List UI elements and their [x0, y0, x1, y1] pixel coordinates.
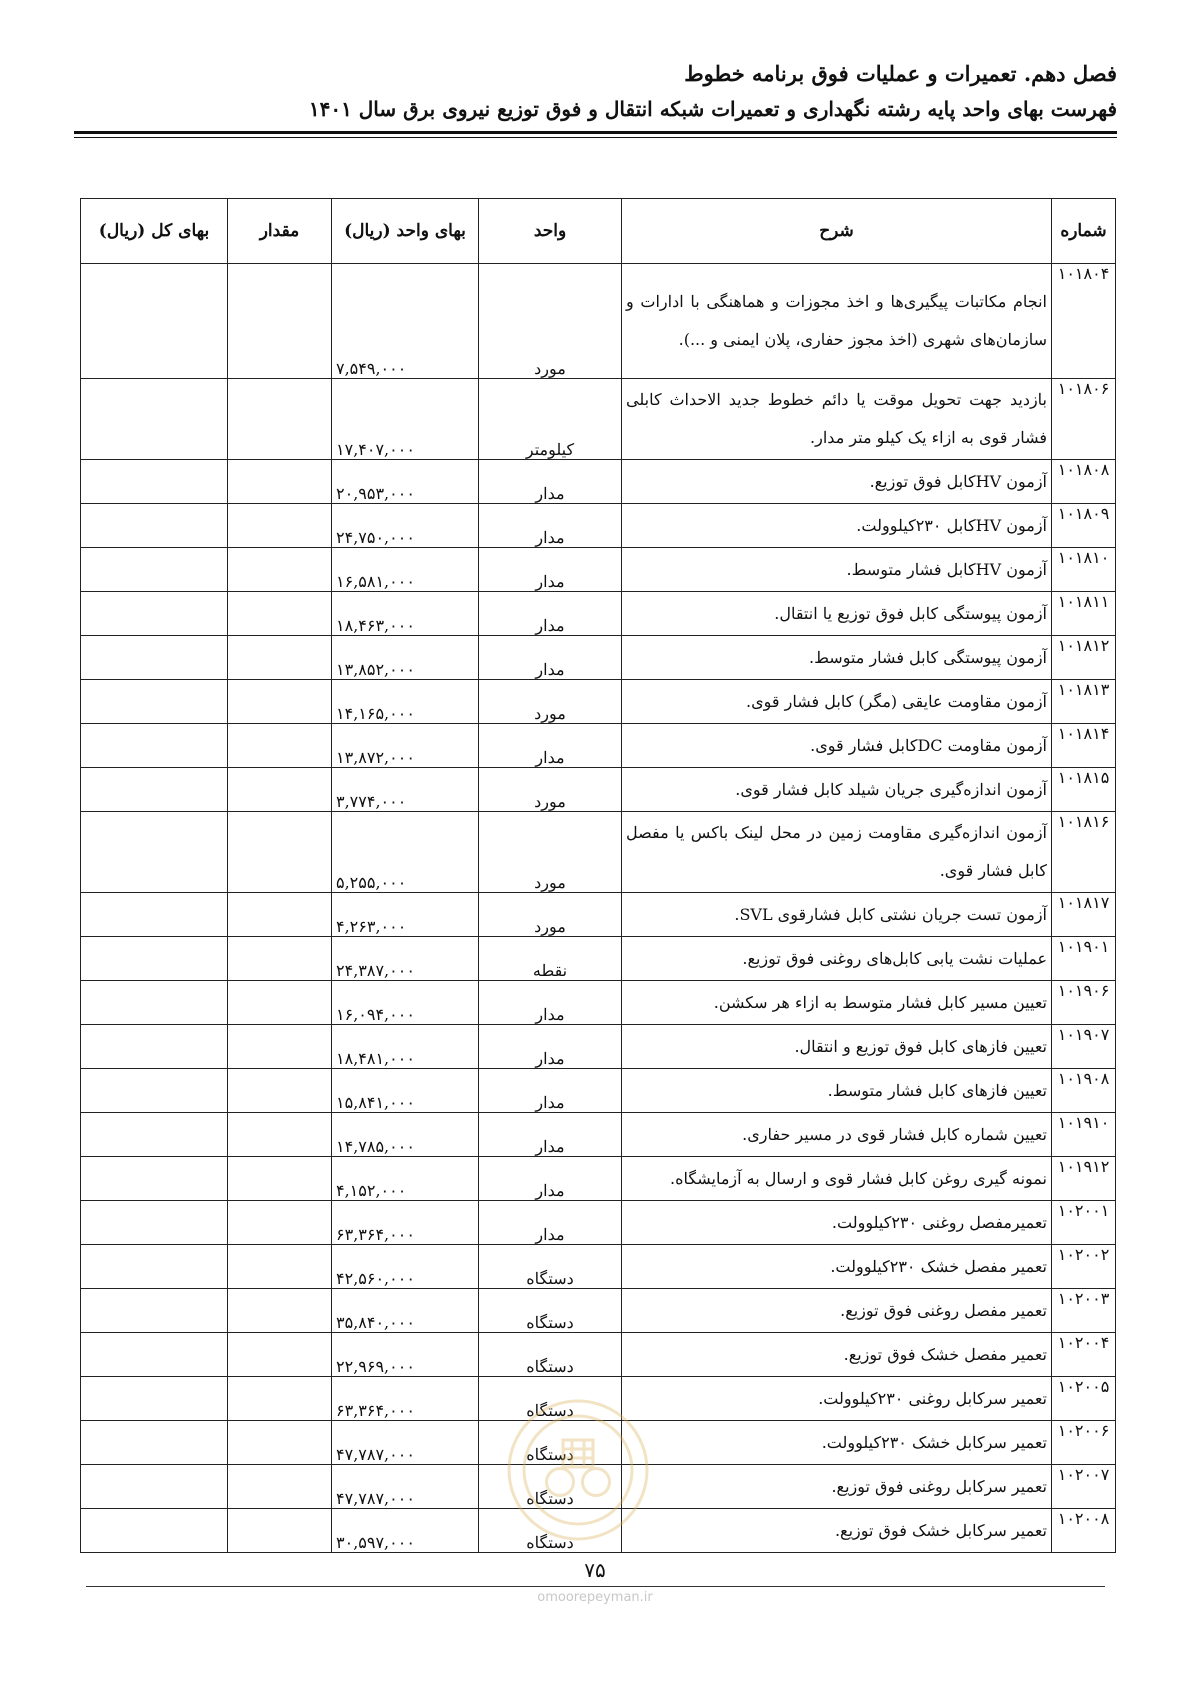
- row-description: آزمون پیوستگی کابل فشار متوسط.: [622, 636, 1052, 680]
- table-row: [81, 1333, 1116, 1377]
- table-row: [81, 1113, 1116, 1157]
- row-description: آزمون مقاومت عایقی (مگر) کابل فشار قوی.: [622, 680, 1052, 724]
- row-quantity: [228, 504, 332, 548]
- header-total-price: بهای کل (ریال): [81, 199, 228, 264]
- row-total-price: [81, 1377, 228, 1421]
- row-total-price: [81, 812, 228, 893]
- table-row: [81, 264, 1116, 379]
- row-number: ۱۰۲۰۰۲: [1052, 1245, 1116, 1289]
- row-number: ۱۰۱۹۰۱: [1052, 937, 1116, 981]
- row-total-price: [81, 1113, 228, 1157]
- row-description: آزمون اندازه‌گیری مقاومت زمین در محل لینک باکس یا مفصل کابل فشار قوی.: [622, 812, 1052, 893]
- row-description: تعمیر سرکابل روغنی فوق توزیع.: [622, 1465, 1052, 1509]
- row-unit: دستگاه: [479, 1289, 622, 1333]
- row-total-price: [81, 504, 228, 548]
- table-header-row: [81, 199, 1116, 264]
- row-number: ۱۰۱۸۱۷: [1052, 893, 1116, 937]
- row-quantity: [228, 264, 332, 379]
- row-unit-price: ۳۰,۵۹۷,۰۰۰: [332, 1509, 479, 1553]
- row-quantity: [228, 1289, 332, 1333]
- row-unit: مدار: [479, 460, 622, 504]
- row-quantity: [228, 1025, 332, 1069]
- row-unit: دستگاه: [479, 1509, 622, 1553]
- row-number: ۱۰۱۸۰۴: [1052, 264, 1116, 379]
- row-number: ۱۰۱۸۱۶: [1052, 812, 1116, 893]
- row-description: تعمیر مفصل خشک ۲۳۰کیلوولت.: [622, 1245, 1052, 1289]
- row-description: آزمون HVکابل ۲۳۰کیلوولت.: [622, 504, 1052, 548]
- row-unit-price: ۱۵,۸۴۱,۰۰۰: [332, 1069, 479, 1113]
- row-total-price: [81, 264, 228, 379]
- row-total-price: [81, 1465, 228, 1509]
- row-unit: مدار: [479, 636, 622, 680]
- row-quantity: [228, 680, 332, 724]
- row-description: تعمیر سرکابل روغنی ۲۳۰کیلوولت.: [622, 1377, 1052, 1421]
- row-number: ۱۰۲۰۰۵: [1052, 1377, 1116, 1421]
- header-divider-thick: [74, 131, 1117, 134]
- row-unit-price: ۴۲,۵۶۰,۰۰۰: [332, 1245, 479, 1289]
- row-description: تعمیر سرکابل خشک ۲۳۰کیلوولت.: [622, 1421, 1052, 1465]
- row-description: نمونه گیری روغن کابل فشار قوی و ارسال به آزمایشگاه.: [622, 1157, 1052, 1201]
- row-number: ۱۰۱۹۰۷: [1052, 1025, 1116, 1069]
- document-title: فهرست بهای واحد پایه رشته نگهداری و تعمیرات شبکه انتقال و فوق توزیع نیروی برق سال ۱۴۰۱: [308, 97, 1117, 121]
- row-quantity: [228, 1069, 332, 1113]
- row-total-price: [81, 548, 228, 592]
- row-number: ۱۰۱۸۰۸: [1052, 460, 1116, 504]
- row-quantity: [228, 1245, 332, 1289]
- row-total-price: [81, 1069, 228, 1113]
- row-unit-price: ۱۴,۷۸۵,۰۰۰: [332, 1113, 479, 1157]
- row-unit: مدار: [479, 592, 622, 636]
- row-unit-price: ۱۷,۴۰۷,۰۰۰: [332, 379, 479, 460]
- row-unit-price: ۲۰,۹۵۳,۰۰۰: [332, 460, 479, 504]
- header-description: شرح: [622, 199, 1052, 264]
- row-number: ۱۰۱۹۱۲: [1052, 1157, 1116, 1201]
- row-unit: مورد: [479, 812, 622, 893]
- table-row: [81, 768, 1116, 812]
- row-number: ۱۰۲۰۰۷: [1052, 1465, 1116, 1509]
- row-total-price: [81, 1025, 228, 1069]
- row-number: ۱۰۱۸۱۲: [1052, 636, 1116, 680]
- header-unit-price: بهای واحد (ریال): [332, 199, 479, 264]
- row-total-price: [81, 680, 228, 724]
- row-quantity: [228, 1113, 332, 1157]
- row-unit: مورد: [479, 893, 622, 937]
- row-quantity: [228, 1201, 332, 1245]
- row-unit-price: ۶۳,۳۶۴,۰۰۰: [332, 1377, 479, 1421]
- row-description: انجام مکاتبات پیگیری‌ها و اخذ مجوزات و هماهنگی با ادارات و سازمان‌های شهری (اخذ مجوز حفاری، پلان ایمنی و ...).: [622, 264, 1052, 379]
- row-quantity: [228, 1377, 332, 1421]
- header-quantity: مقدار: [228, 199, 332, 264]
- row-total-price: [81, 937, 228, 981]
- table-row: [81, 1289, 1116, 1333]
- row-unit: نقطه: [479, 937, 622, 981]
- row-total-price: [81, 1245, 228, 1289]
- table-row: [81, 1069, 1116, 1113]
- row-description: بازدید جهت تحویل موقت یا دائم خطوط جدید الاحداث کابلی فشار قوی به ازاء یک کیلو متر مدار.: [622, 379, 1052, 460]
- row-number: ۱۰۲۰۰۳: [1052, 1289, 1116, 1333]
- row-unit: مدار: [479, 1113, 622, 1157]
- row-quantity: [228, 460, 332, 504]
- row-number: ۱۰۱۸۰۶: [1052, 379, 1116, 460]
- table-row: [81, 724, 1116, 768]
- row-unit-price: ۱۳,۸۷۲,۰۰۰: [332, 724, 479, 768]
- row-quantity: [228, 379, 332, 460]
- row-quantity: [228, 548, 332, 592]
- row-quantity: [228, 768, 332, 812]
- row-quantity: [228, 812, 332, 893]
- row-quantity: [228, 1421, 332, 1465]
- row-unit: مدار: [479, 1157, 622, 1201]
- row-description: آزمون مقاومت DCکابل فشار قوی.: [622, 724, 1052, 768]
- row-number: ۱۰۱۹۰۸: [1052, 1069, 1116, 1113]
- row-total-price: [81, 636, 228, 680]
- row-number: ۱۰۲۰۰۸: [1052, 1509, 1116, 1553]
- row-unit-price: ۱۴,۱۶۵,۰۰۰: [332, 680, 479, 724]
- row-quantity: [228, 724, 332, 768]
- row-unit-price: ۱۸,۴۶۳,۰۰۰: [332, 592, 479, 636]
- table-row: [81, 1025, 1116, 1069]
- footer-website: omoorepeyman.ir: [537, 1590, 653, 1605]
- table-row: [81, 1245, 1116, 1289]
- row-total-price: [81, 1157, 228, 1201]
- row-description: تعیین شماره کابل فشار قوی در مسیر حفاری.: [622, 1113, 1052, 1157]
- row-number: ۱۰۱۸۱۳: [1052, 680, 1116, 724]
- row-description: آزمون تست جریان نشتی کابل فشارقوی SVL.: [622, 893, 1052, 937]
- row-number: ۱۰۱۹۰۶: [1052, 981, 1116, 1025]
- row-quantity: [228, 1465, 332, 1509]
- row-total-price: [81, 592, 228, 636]
- row-unit-price: ۲۴,۷۵۰,۰۰۰: [332, 504, 479, 548]
- row-number: ۱۰۲۰۰۱: [1052, 1201, 1116, 1245]
- price-table: [80, 198, 1116, 1553]
- row-unit-price: ۴۷,۷۸۷,۰۰۰: [332, 1421, 479, 1465]
- row-total-price: [81, 893, 228, 937]
- row-quantity: [228, 893, 332, 937]
- row-description: عملیات نشت یابی کابل‌های روغنی فوق توزیع.: [622, 937, 1052, 981]
- row-quantity: [228, 592, 332, 636]
- row-unit: دستگاه: [479, 1465, 622, 1509]
- row-total-price: [81, 1421, 228, 1465]
- row-description: آزمون پیوستگی کابل فوق توزیع یا انتقال.: [622, 592, 1052, 636]
- row-unit-price: ۳۵,۸۴۰,۰۰۰: [332, 1289, 479, 1333]
- row-description: تعیین فازهای کابل فوق توزیع و انتقال.: [622, 1025, 1052, 1069]
- row-unit-price: ۶۳,۳۶۴,۰۰۰: [332, 1201, 479, 1245]
- row-description: آزمون HVکابل فشار متوسط.: [622, 548, 1052, 592]
- row-description: تعمیرمفصل روغنی ۲۳۰کیلوولت.: [622, 1201, 1052, 1245]
- seal-icon: [503, 1395, 653, 1545]
- row-unit-price: ۵,۲۵۵,۰۰۰: [332, 812, 479, 893]
- row-total-price: [81, 379, 228, 460]
- row-quantity: [228, 1157, 332, 1201]
- row-unit: مدار: [479, 981, 622, 1025]
- row-number: ۱۰۲۰۰۶: [1052, 1421, 1116, 1465]
- header-number: شماره: [1052, 199, 1116, 264]
- footer-divider: [86, 1586, 1105, 1587]
- row-number: ۱۰۱۸۱۴: [1052, 724, 1116, 768]
- row-unit-price: ۳,۷۷۴,۰۰۰: [332, 768, 479, 812]
- row-quantity: [228, 636, 332, 680]
- row-unit: دستگاه: [479, 1333, 622, 1377]
- row-unit: دستگاه: [479, 1245, 622, 1289]
- row-unit-price: ۴۷,۷۸۷,۰۰۰: [332, 1465, 479, 1509]
- row-description: آزمون اندازه‌گیری جریان شیلد کابل فشار قوی.: [622, 768, 1052, 812]
- row-number: ۱۰۱۹۱۰: [1052, 1113, 1116, 1157]
- row-number: ۱۰۱۸۱۰: [1052, 548, 1116, 592]
- row-quantity: [228, 937, 332, 981]
- row-total-price: [81, 768, 228, 812]
- table-row: [81, 1157, 1116, 1201]
- table-row: [81, 1201, 1116, 1245]
- row-total-price: [81, 724, 228, 768]
- row-quantity: [228, 1509, 332, 1553]
- row-number: ۱۰۱۸۱۵: [1052, 768, 1116, 812]
- row-description: آزمون HVکابل فوق توزیع.: [622, 460, 1052, 504]
- row-description: تعمیر سرکابل خشک فوق توزیع.: [622, 1509, 1052, 1553]
- row-total-price: [81, 1333, 228, 1377]
- row-unit-price: ۱۶,۰۹۴,۰۰۰: [332, 981, 479, 1025]
- row-quantity: [228, 1333, 332, 1377]
- row-unit: مورد: [479, 264, 622, 379]
- chapter-title: فصل دهم. تعمیرات و عملیات فوق برنامه خطوط: [684, 61, 1117, 86]
- table-row: [81, 460, 1116, 504]
- page-header: [74, 56, 1117, 126]
- row-unit: مدار: [479, 504, 622, 548]
- row-description: تعیین مسیر کابل فشار متوسط به ازاء هر سکشن.: [622, 981, 1052, 1025]
- row-unit-price: ۲۴,۳۸۷,۰۰۰: [332, 937, 479, 981]
- row-unit: مدار: [479, 548, 622, 592]
- row-unit: دستگاه: [479, 1377, 622, 1421]
- row-unit: مدار: [479, 1201, 622, 1245]
- table-row: [81, 981, 1116, 1025]
- row-unit: دستگاه: [479, 1421, 622, 1465]
- row-unit: مدار: [479, 1025, 622, 1069]
- table-row: [81, 893, 1116, 937]
- row-total-price: [81, 460, 228, 504]
- row-quantity: [228, 981, 332, 1025]
- row-number: ۱۰۲۰۰۴: [1052, 1333, 1116, 1377]
- row-number: ۱۰۱۸۰۹: [1052, 504, 1116, 548]
- header-unit: واحد: [479, 199, 622, 264]
- row-unit-price: ۴,۱۵۲,۰۰۰: [332, 1157, 479, 1201]
- row-total-price: [81, 1289, 228, 1333]
- table-row: [81, 636, 1116, 680]
- row-unit-price: ۲۲,۹۶۹,۰۰۰: [332, 1333, 479, 1377]
- row-unit: مورد: [479, 680, 622, 724]
- row-unit: مدار: [479, 1069, 622, 1113]
- row-total-price: [81, 1201, 228, 1245]
- row-total-price: [81, 1509, 228, 1553]
- table-row: [81, 548, 1116, 592]
- row-number: ۱۰۱۸۱۱: [1052, 592, 1116, 636]
- row-unit: مدار: [479, 724, 622, 768]
- row-unit-price: ۷,۵۴۹,۰۰۰: [332, 264, 479, 379]
- row-description: تعمیر مفصل خشک فوق توزیع.: [622, 1333, 1052, 1377]
- table-row: [81, 680, 1116, 724]
- page-number: ۷۵: [584, 1558, 606, 1582]
- table-row: [81, 937, 1116, 981]
- row-unit: مورد: [479, 768, 622, 812]
- row-unit: کیلومتر: [479, 379, 622, 460]
- row-unit-price: ۱۸,۴۸۱,۰۰۰: [332, 1025, 479, 1069]
- row-unit-price: ۱۶,۵۸۱,۰۰۰: [332, 548, 479, 592]
- row-unit-price: ۴,۲۶۳,۰۰۰: [332, 893, 479, 937]
- row-description: تعمیر مفصل روغنی فوق توزیع.: [622, 1289, 1052, 1333]
- row-description: تعیین فازهای کابل فشار متوسط.: [622, 1069, 1052, 1113]
- table-row: [81, 592, 1116, 636]
- row-unit-price: ۱۳,۸۵۲,۰۰۰: [332, 636, 479, 680]
- table-row: [81, 379, 1116, 460]
- row-total-price: [81, 981, 228, 1025]
- table-row: [81, 504, 1116, 548]
- header-divider-thin: [74, 137, 1117, 138]
- table-row: [81, 812, 1116, 893]
